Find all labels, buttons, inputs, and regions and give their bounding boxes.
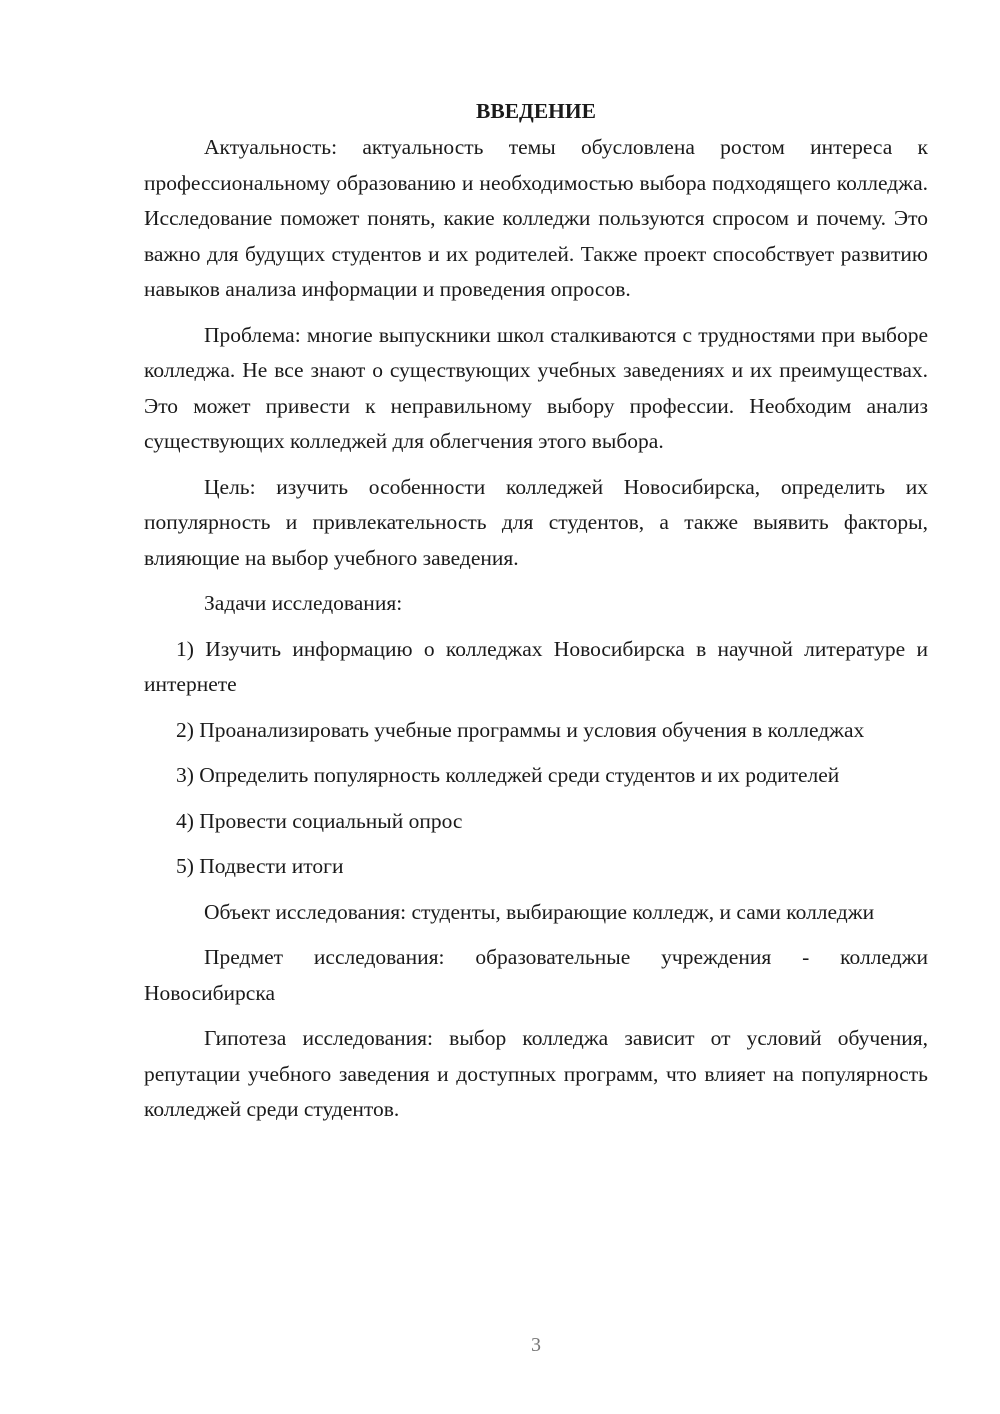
task-item: 4) Провести социальный опрос <box>176 808 463 833</box>
task-item: 5) Подвести итоги <box>176 854 344 878</box>
tasks-heading: Задачи исследования: <box>204 591 403 615</box>
task-item: 1) Изучить информацию о колледжах Новосибирска в научной литературе и интернете <box>144 636 928 696</box>
relevance-paragraph: Актуальность: актуальность темы обусловлена ростом интереса к профессиональному образованию и необходимостью выбора подходящего колледжа. Исследование поможет понять, какие колледжи пользуются спросом и почему. Это важно для будущих студентов и их родителей. Также проект способствует развитию навыков анализа информации и проведения опросов. <box>144 135 928 301</box>
page-content <box>144 95 928 1138</box>
object-paragraph: Объект исследования: студенты, выбирающие колледж, и сами колледжи <box>204 899 875 924</box>
hypothesis-paragraph: Гипотеза исследования: выбор колледжа зависит от условий обучения, репутации учебного заведения и доступных программ, что влияет на популярность колледжей среди студентов. <box>144 1026 928 1121</box>
subject-paragraph: Предмет исследования: образовательные учреждения - колледжи Новосибирска <box>144 945 928 1005</box>
task-item: 3) Определить популярность колледжей среди студентов и их родителей <box>176 763 840 787</box>
problem-paragraph: Проблема: многие выпускники школ сталкиваются с трудностями при выборе колледжа. Не все знают о существующих учебных заведениях и их преимуществах. Это может привести к неправильному выбору профессии. Необходим анализ существующих колледжей для облегчения этого выбора. <box>144 322 928 453</box>
task-item: 2) Проанализировать учебные программы и условия обучения в колледжах <box>176 717 865 742</box>
goal-paragraph: Цель: изучить особенности колледжей Новосибирска, определить их популярность и привлекательность для студентов, а также выявить факторы, влияющие на выбор учебного заведения. <box>144 474 928 570</box>
page-number: 3 <box>531 1334 541 1356</box>
section-title: ВВЕДЕНИЕ <box>476 99 596 123</box>
